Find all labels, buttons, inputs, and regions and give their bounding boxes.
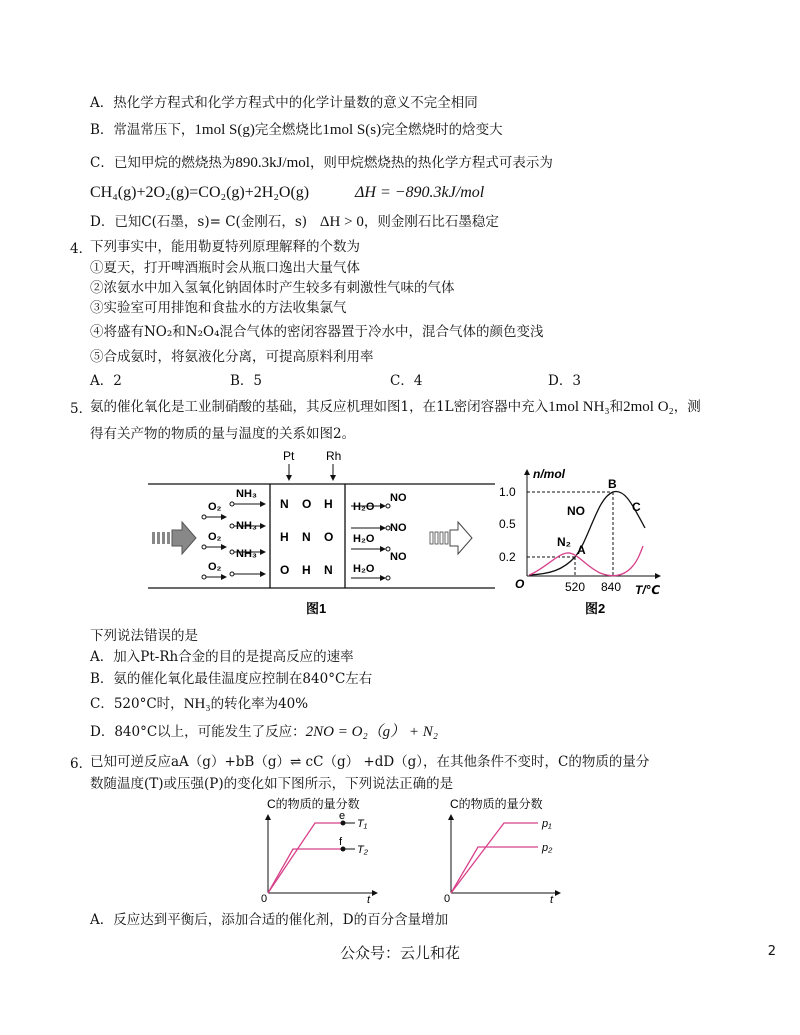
q6-right-origin: 0: [444, 893, 451, 905]
q6-left-label-t1: T₁: [357, 818, 368, 830]
q3-d-suffix: ，则金刚石比石墨稳定: [363, 214, 499, 230]
q6-option-a: A．反应达到平衡后，添加合适的催化剂，D的百分含量增加: [90, 912, 449, 928]
catalyst-atom-grid: [280, 497, 333, 577]
pt-label: Pt: [283, 449, 295, 463]
q5-d-equation: 2NO = O₂（g） + N₂: [305, 724, 439, 740]
q3-option-b: [90, 120, 503, 140]
q5-option-b: B．氨的催化氧化最佳温度应控制在840°C左右: [90, 671, 373, 687]
q6-left-origin: 0: [261, 893, 268, 905]
grid-2-2: N: [324, 563, 333, 577]
q3-d-dh: ΔH > 0: [319, 214, 364, 230]
q5-stem1-end: ，测: [673, 399, 701, 415]
q4-item-3: ③实验室可用排饱和食盐水的方法收集氯气: [90, 300, 347, 316]
q3-option-d: [90, 212, 499, 232]
q4-stem: 下列事实中，能用勒夏特列原理解释的个数为: [90, 239, 360, 255]
output-molecules: [351, 492, 407, 580]
q3-c-prefix: C．已知甲烷的燃烧热为: [90, 155, 236, 171]
grid-2-0: O: [280, 563, 290, 577]
q3-option-c: [90, 153, 553, 173]
fig2-origin: O: [515, 577, 525, 591]
in-o2-2: O₂: [208, 531, 222, 543]
q6-right-x-label: t: [550, 894, 554, 906]
q5-stem-line1: [90, 397, 701, 417]
in-nh3-1: NH₃: [236, 488, 257, 500]
q3-c-suffix: ，则甲烷燃烧热的热化学方程式可表示为: [309, 155, 553, 171]
out-no-3: NO: [390, 551, 407, 563]
footer-account: 公众号：云儿和花: [339, 944, 460, 962]
fig2-y-label: n/mol: [533, 467, 565, 481]
q6-number: 6．: [70, 756, 93, 772]
q6-left-title: C的物质的量分数: [267, 797, 360, 811]
q6-chart-temperature: [255, 795, 385, 905]
out-no-2: NO: [390, 522, 407, 534]
q3-b-ss: 1mol S(s): [322, 122, 382, 138]
q5-option-c: [90, 694, 308, 714]
fig2-ytick-1: 1.0: [499, 485, 516, 499]
q5-option-d: [90, 722, 438, 742]
grid-2-1: H: [302, 563, 311, 577]
grid-0-0: N: [280, 497, 289, 511]
flow-in-arrow: [152, 522, 196, 554]
fig2-label-n2: N₂: [557, 535, 571, 549]
q4-option-c: C．4: [390, 373, 423, 389]
figure-1-reaction-mechanism: [140, 448, 500, 623]
q4-option-b: B．5: [230, 373, 263, 389]
q5-stem1-o2: 2mol O₂: [623, 399, 674, 415]
q5-c-nh3: NH₃: [183, 696, 211, 712]
in-nh3-3: NH₃: [236, 548, 257, 560]
q6-left-label-t2: T₂: [357, 844, 368, 856]
q6-left-t1-curve: [268, 823, 343, 893]
figure-2-caption: 图2: [585, 601, 606, 616]
q3-b-prefix: B．常温常压下，: [90, 122, 195, 138]
q3-option-a: A．热化学方程式和化学方程式中的化学计量数的意义不完全相同: [90, 95, 478, 111]
rh-label: Rh: [326, 449, 342, 463]
in-nh3-2: NH₃: [236, 520, 257, 532]
q3-d-prefix: D．已知C(石墨，s)= C(金刚石，s): [90, 214, 308, 230]
q6-left-x-label: t: [367, 894, 371, 906]
fig2-n2-curve: [529, 546, 643, 576]
q6-left-label-e: e: [339, 810, 346, 822]
q5-number: 5．: [70, 401, 93, 417]
out-no-1: NO: [390, 492, 407, 504]
q4-option-d: D．3: [548, 373, 581, 389]
q5-d-pre: D．840°C以上，可能发生了反应：: [90, 724, 306, 740]
fig2-label-no: NO: [567, 504, 585, 518]
q3-b-suffix: 完全燃烧时的焓变大: [381, 122, 503, 138]
q3-c-enthalpy: ΔH = −890.3kJ/mol: [355, 184, 485, 201]
flow-out-arrow: [430, 522, 472, 554]
q6-stem-line1: 已知可逆反应aA（g）+bB（g）⇌ cC（g） +dD（g），在其他条件不变时，C的物质的量分: [90, 754, 650, 770]
q3-b-mid: 完全燃烧比: [254, 122, 323, 138]
in-o2-1: O₂: [208, 501, 222, 513]
grid-1-0: H: [280, 530, 289, 544]
figure-2-amount-vs-temperature: [499, 458, 675, 623]
fig2-point-c: C: [632, 500, 641, 514]
grid-0-1: O: [302, 497, 312, 511]
q3-b-sg: 1mol S(g): [194, 122, 255, 138]
fig2-point-a: A: [577, 543, 586, 557]
q6-left-t2-curve: [268, 849, 343, 893]
q4-option-a: A．2: [90, 373, 122, 389]
q5-stem1-and: 和: [609, 399, 624, 415]
q5-c-pre: C．520°C时，: [90, 696, 184, 712]
q5-stem1-a: 氨的催化氧化是工业制硝酸的基础，其反应机理如图1，在1L密闭容器中充入: [90, 399, 549, 415]
grid-1-1: N: [302, 530, 311, 544]
q3-c-value: 890.3kJ/mol: [235, 155, 310, 171]
q3-c-equation: CH₄(g)+2O₂(g)=CO₂(g)+2H₂O(g): [90, 184, 310, 201]
figure-1-caption: 图1: [306, 601, 327, 616]
grid-1-2: O: [324, 530, 334, 544]
q6-right-p1-curve: [451, 823, 538, 893]
q4-item-1: ①夏天，打开啤酒瓶时会从瓶口逸出大量气体: [90, 260, 360, 276]
fig2-ytick-05: 0.5: [499, 517, 516, 531]
input-molecules: [202, 488, 265, 579]
q5-stem-line2: 得有关产物的物质的量与温度的关系如图2。: [90, 426, 356, 442]
q4-number: 4．: [70, 241, 93, 257]
q6-left-label-f: f: [339, 836, 343, 848]
q6-right-title: C的物质的量分数: [450, 797, 543, 811]
q4-item-2: ②浓氨水中加入氢氧化钠固体时产生较多有刺激性气味的气体: [90, 280, 455, 296]
fig2-x-label: T/℃: [635, 583, 661, 597]
fig2-no-curve: [529, 491, 645, 575]
q6-right-label-p2: p₂: [542, 842, 553, 854]
fig2-xtick-520: 520: [565, 580, 586, 594]
q6-right-label-p1: p₁: [542, 818, 552, 830]
q4-item-5: ⑤合成氨时，将氨液化分离，可提高原料利用率: [90, 349, 374, 365]
q6-right-p2-curve: [451, 847, 538, 893]
grid-0-2: H: [324, 497, 333, 511]
q6-stem-line2: 数随温度(T)或压强(P)的变化如下图所示，下列说法正确的是: [90, 776, 454, 792]
page-number: 2: [767, 944, 776, 959]
fig2-xtick-840: 840: [601, 580, 622, 594]
fig2-point-b: B: [608, 477, 617, 491]
q5-option-a: A．加入Pt-Rh合金的目的是提高反应的速率: [90, 649, 354, 665]
out-h2o-3: H₂O: [353, 563, 375, 575]
q5-c-suffix: 的转化率为40%: [210, 696, 309, 712]
fig2-ytick-02: 0.2: [499, 550, 516, 564]
q6-chart-pressure: [438, 795, 568, 905]
q5-sub-stem: 下列说法错误的是: [90, 628, 198, 644]
out-h2o-2: H₂O: [353, 533, 375, 545]
q4-item-4: ④将盛有NO₂和N₂O₄混合气体的密闭容器置于冷水中，混合气体的颜色变浅: [90, 324, 544, 340]
q5-stem1-nh3: 1mol NH₃: [548, 399, 610, 415]
in-o2-3: O₂: [208, 561, 222, 573]
out-h2o-1: H₂O: [353, 501, 375, 513]
